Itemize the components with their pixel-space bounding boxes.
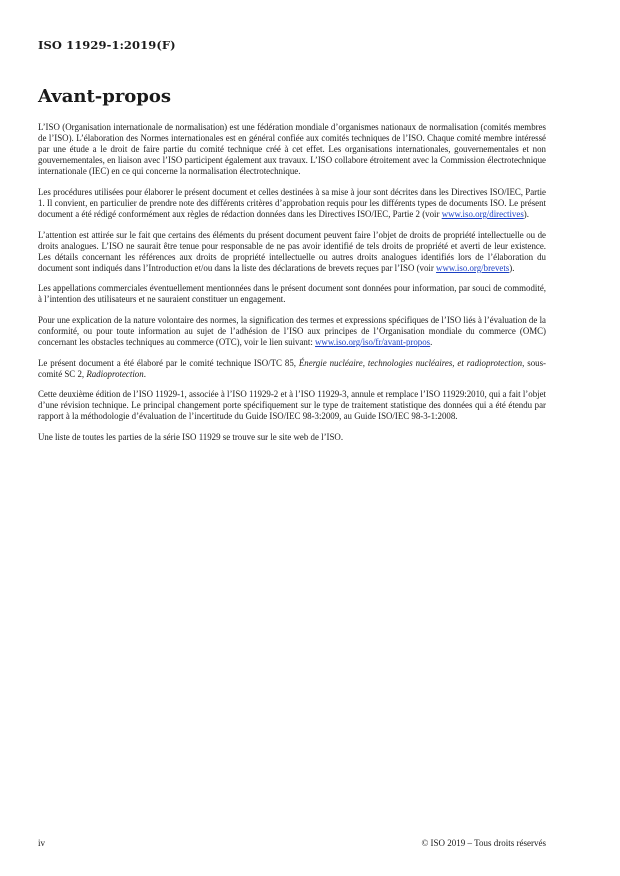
paragraph-text: ). [523,209,529,220]
directives-link[interactable]: www.iso.org/directives [441,209,524,220]
paragraph-iso-intro: L’ISO (Organisation internationale de normalisation) est une fédération mondiale d’organismes nationaux de normalisation (comités membres de l’ISO). L’élaboration des Normes internationales est en général confiée aux comités techniques de l’ISO. Chaque comité membre intéressé par une étude a le droit de faire partie du comité technique créé à cet effet. Les organisations internationales, gouvernementales et non gouvernementales, en liaison avec l’ISO participent également aux travaux. L’ISO collabore étroitement avec la Commission électrotechnique internationale (IEC) en ce qui concerne la normalisation électrotechnique. [38,122,546,177]
paragraph-procedures [38,187,546,220]
paragraph-patents [38,230,546,274]
copyright-notice: © ISO 2019 – Tous droits réservés [421,838,546,848]
paragraph-text: Pour une explication de la nature volontaire des normes, la signification des termes et expressions spécifiques de l’ISO liés à l’évaluation de la conformité, ou pour toute information au sujet de l’adhésion de l’ISO aux principes de l’Organisation mondiale du commerce (OMC) concernant les obstacles techniques au commerce (OTC), voir le lien suivant: [38,314,546,348]
paragraph-committee [38,358,546,380]
subcommittee-title: Radioprotection [86,368,144,379]
paragraph-text: , sous-comité SC 2, [38,357,546,379]
foreword-link[interactable]: www.iso.org/iso/fr/avant-propos [315,337,431,348]
paragraph-text: . [143,368,146,379]
paragraph-edition: Cette deuxième édition de l’ISO 11929-1, associée à l’ISO 11929-2 et à l’ISO 11929-3, annule et remplace l’ISO 11929:2010, qui a fait l’objet d’une révision technique. Le principal changement porte spécifiquement sur le type de traitement statistique des données qui a été étendu par rapport à la méthodologie d’évaluation de l’incertitude du Guide ISO/IEC 98-3:2009, au Guide ISO/IEC 98-3-1:2008. [38,389,546,422]
paragraph-series-list: Une liste de toutes les parties de la série ISO 11929 se trouve sur le site web de l’ISO. [38,431,344,442]
paragraph-text: Les procédures utilisées pour élaborer le présent document et celles destinées à sa mise à jour sont décrites dans les Directives ISO/IEC, Partie 1. Il convient, en particulier de prendre note des différents critères d’approbation requis pour les différents types de documents ISO. Le présent document a été rédigé conformément aux règles de rédaction données dans les Directives ISO/IEC, Partie 2 (voir [38,186,546,220]
patents-link[interactable]: www.iso.org/brevets [436,262,510,273]
paragraph-text: ). [509,262,515,273]
page-title: Avant-propos [38,86,172,107]
paragraph-text: L’attention est attirée sur le fait que certains des éléments du présent document peuvent faire l’objet de droits de propriété intellectuelle ou de droits analogues. L’ISO ne saurait être tenue pour responsable de ne pas avoir identifié de tels droits de propriété et averti de leur existence. Les détails concernant les références aux droits de propriété intellectuelle ou autres droits analogues identifiés lors de l’élaboration du document sont indiqués dans l’Introduction et/ou dans la liste des déclarations de brevets reçues par l’ISO (voir [38,229,546,273]
paragraph-text: . [430,337,433,348]
foreword-body [38,122,546,452]
paragraph-text: Le présent document a été élaboré par le comité technique ISO/TC 85, [38,357,299,368]
paragraph-trade-names: Les appellations commerciales éventuellement mentionnées dans le présent document sont données pour information, par souci de commodité, à l’intention des utilisateurs et ne sauraient constituer un engagement. [38,283,546,305]
page-number: iv [38,838,46,848]
committee-title: Énergie nucléaire, technologies nucléaires, et radioprotection [298,357,523,368]
document-id: ISO 11929-1:2019(F) [38,38,176,52]
paragraph-voluntary-nature [38,315,546,348]
